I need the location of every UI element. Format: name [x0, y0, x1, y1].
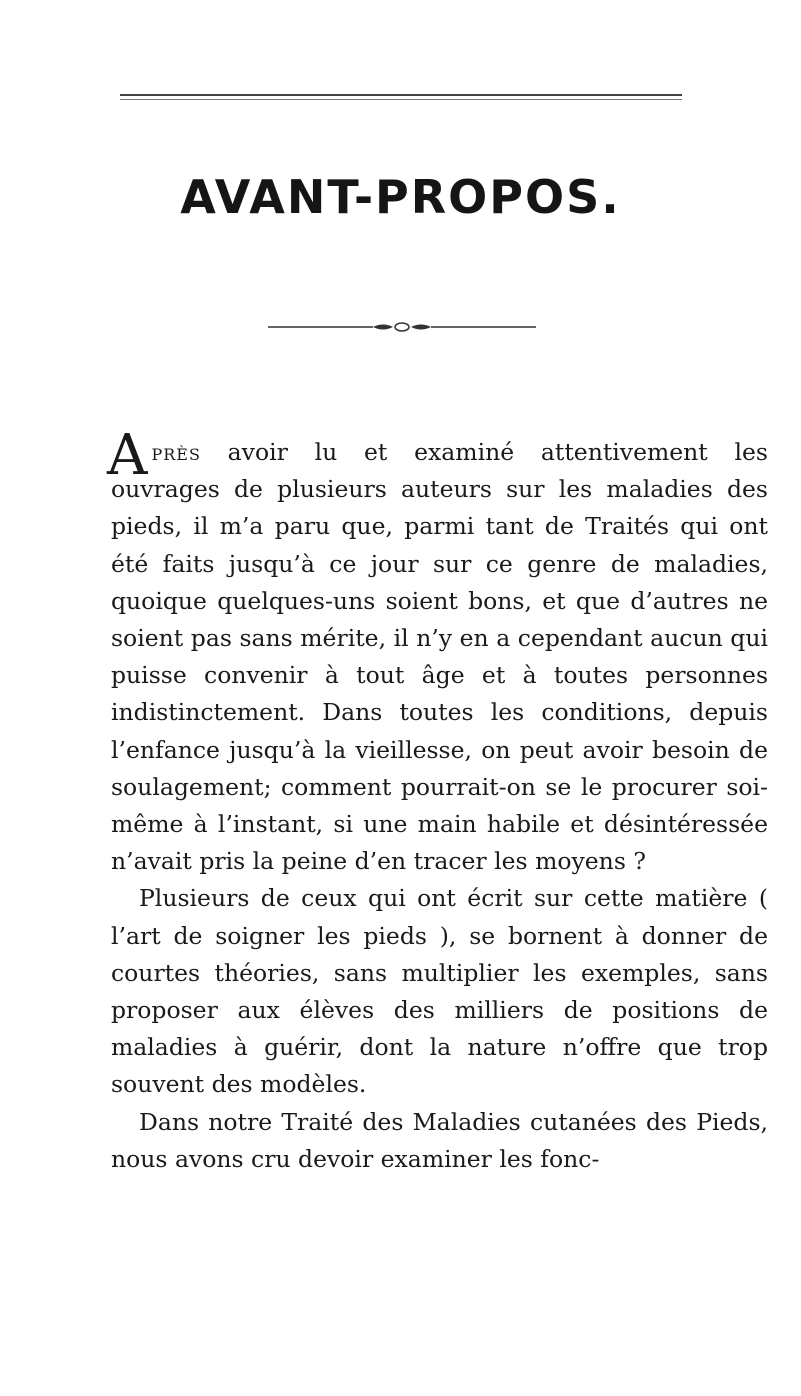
- body-text: [107, 423, 768, 1178]
- opening-word: près: [151, 438, 201, 466]
- paragraph-1: [107, 423, 768, 880]
- paragraph-3: Dans notre Traité des Maladies cutanées des Pieds, nous avons cru devoir examiner les fonc-: [111, 1107, 768, 1173]
- paragraph-1-text: avoir lu et examiné attentivement les ouvrages de plusieurs auteurs sur les maladies des pieds, il m’a paru que, parmi tant de Traités qui ont été faits jusqu’à ce jour sur ce genre de maladies, quoique quelques-uns soient bons, et que d’autres ne soient pas sans mérite, il n’y en a cependant aucun qui puisse convenir à tout âge et à toutes personnes indistinctement. Dans toutes les conditions, depuis l’enfance jusqu’à la vieillesse, on peut avoir besoin de soulagement; comment pourrait-on se le procurer soi-même à l’instant, si une main habile et désintéressée n’avait pris la peine d’en tracer les moyens ?: [111, 438, 768, 876]
- ornament-divider: [268, 322, 536, 332]
- drop-cap: A: [107, 423, 148, 488]
- page-title: AVANT-PROPOS.: [180, 170, 621, 224]
- header-rule: [120, 94, 682, 96]
- paragraph-2: Plusieurs de ceux qui ont écrit sur cette matière ( l’art de soigner les pieds ), se bornent à donner de courtes théories, sans multiplier les exemples, sans proposer aux élèves des milliers de positions de maladies à guérir, dont la nature n’offre que trop souvent des modèles.: [111, 884, 768, 1099]
